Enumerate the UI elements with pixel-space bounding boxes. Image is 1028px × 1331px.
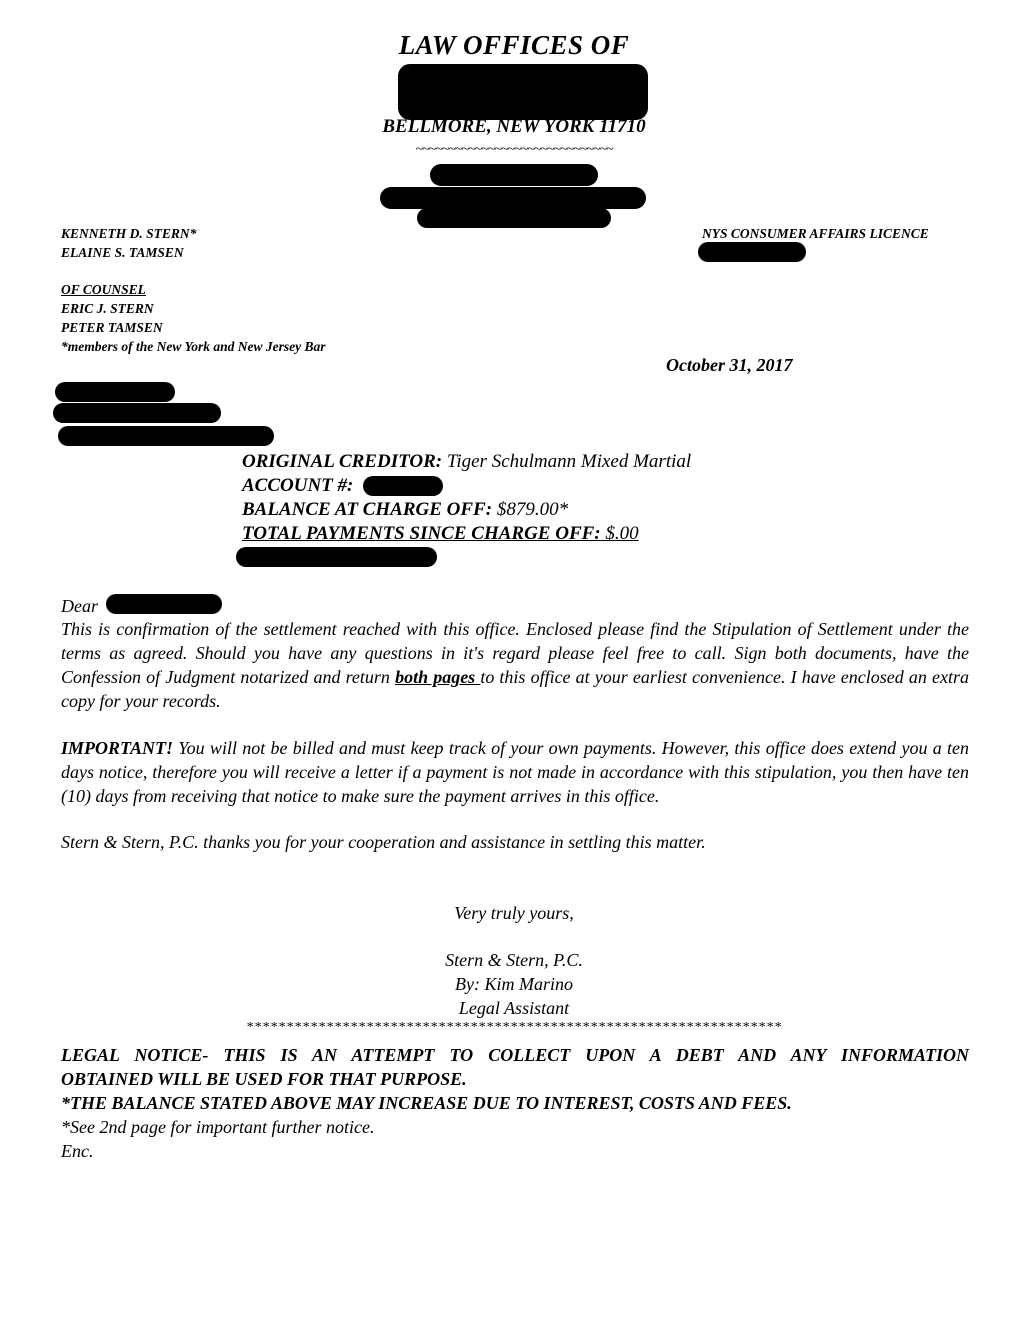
important-text: You will not be billed and must keep track of your own payments. However, this office does extend you a ten days notice, therefore you will receive a letter if a payment is not made in accordance with this stipulation, you then have ten (10) days from receiving that notice to make sure the payment arrives in this office. bbox=[61, 738, 969, 806]
redaction-recipient-city bbox=[58, 426, 274, 446]
original-creditor-line bbox=[242, 450, 691, 474]
original-creditor-label: ORIGINAL CREDITOR: bbox=[242, 451, 443, 472]
redaction-account-number bbox=[363, 476, 443, 496]
redaction-recipient-name bbox=[55, 382, 175, 402]
letterhead-title: LAW OFFICES OF bbox=[398, 30, 630, 60]
license-label: NYS CONSUMER AFFAIRS LICENCE bbox=[702, 226, 929, 241]
both-pages-emphasis: both pages bbox=[395, 667, 481, 687]
legal-notice-line1: LEGAL NOTICE- THIS IS AN ATTEMPT TO COLLECT UPON A DEBT AND ANY INFORMATION bbox=[61, 1045, 969, 1065]
payments-value: $.00 bbox=[605, 523, 639, 544]
redaction-firm-name bbox=[398, 64, 648, 120]
legal-notice-line2: OBTAINED WILL BE USED FOR THAT PURPOSE. bbox=[61, 1069, 467, 1089]
attorney-list bbox=[61, 224, 196, 262]
original-creditor-value: Tiger Schulmann Mixed Martial bbox=[446, 451, 692, 472]
attorney-name: ELAINE S. TAMSEN bbox=[61, 245, 184, 260]
paragraph-text: This is confirmation of the settlement reached with this office. Enclosed please find the Stipulation of Settlement under the terms as agreed. Should you have any questions in it's regard please feel free to call. Sign both documents, have the Confession of Judgment notarized and return bbox=[61, 619, 969, 687]
paragraph-text: to this office at your earliest convenience. I have enclosed an extra copy for your records. bbox=[61, 667, 969, 711]
closing-firm: Stern & Stern, P.C. bbox=[445, 950, 583, 970]
balance-value: $879.00* bbox=[496, 499, 569, 520]
balance-increase-notice: *THE BALANCE STATED ABOVE MAY INCREASE DUE TO INTEREST, COSTS AND FEES. bbox=[61, 1093, 792, 1113]
attorney-name: KENNETH D. STERN* bbox=[61, 226, 197, 241]
counsel-name: PETER TAMSEN bbox=[61, 320, 163, 335]
bar-membership-note: *members of the New York and New Jersey Bar bbox=[61, 339, 326, 354]
enclosure-note: Enc. bbox=[61, 1141, 94, 1161]
balance-line bbox=[242, 498, 691, 522]
closing-valediction: Very truly yours, bbox=[454, 903, 574, 923]
payments-line bbox=[242, 522, 691, 546]
salutation: Dear bbox=[61, 596, 98, 616]
redaction-recipient-street bbox=[53, 403, 221, 423]
account-line bbox=[242, 474, 691, 498]
legal-notice bbox=[61, 1043, 969, 1163]
account-label: ACCOUNT #: bbox=[242, 475, 354, 496]
payments-label: TOTAL PAYMENTS SINCE CHARGE OFF: bbox=[242, 523, 601, 544]
letter-date: October 31, 2017 bbox=[666, 355, 793, 375]
closing-by: By: Kim Marino bbox=[455, 974, 573, 994]
counsel-name: ERIC J. STERN bbox=[61, 301, 154, 316]
paragraph-thanks: Stern & Stern, P.C. thanks you for your cooperation and assistance in settling this matter. bbox=[61, 832, 706, 852]
letterhead-tilde-rule: ~~~~~~~~~~~~~~~~~~~~~~~~~~~~~~ bbox=[415, 142, 613, 157]
asterisk-rule: ******************************************************************* bbox=[246, 1020, 782, 1035]
closing-role: Legal Assistant bbox=[458, 998, 570, 1018]
balance-label: BALANCE AT CHARGE OFF: bbox=[242, 499, 493, 520]
letterhead-city: BELLMORE, NEW YORK 11710 bbox=[382, 116, 646, 137]
redaction-reference-line bbox=[236, 547, 437, 567]
redaction-license-number bbox=[698, 242, 806, 262]
redaction-address-2 bbox=[380, 187, 646, 209]
of-counsel-label: OF COUNSEL bbox=[61, 282, 146, 297]
important-label: IMPORTANT! bbox=[61, 738, 174, 758]
see-second-page-note: *See 2nd page for important further notice. bbox=[61, 1117, 375, 1137]
redaction-address-1 bbox=[430, 164, 598, 186]
redaction-salutation-name bbox=[106, 594, 222, 614]
reference-block bbox=[242, 450, 691, 546]
paragraph-confirmation bbox=[61, 617, 969, 713]
paragraph-important bbox=[61, 736, 969, 808]
of-counsel-list bbox=[61, 280, 326, 356]
redaction-address-3 bbox=[417, 208, 611, 228]
